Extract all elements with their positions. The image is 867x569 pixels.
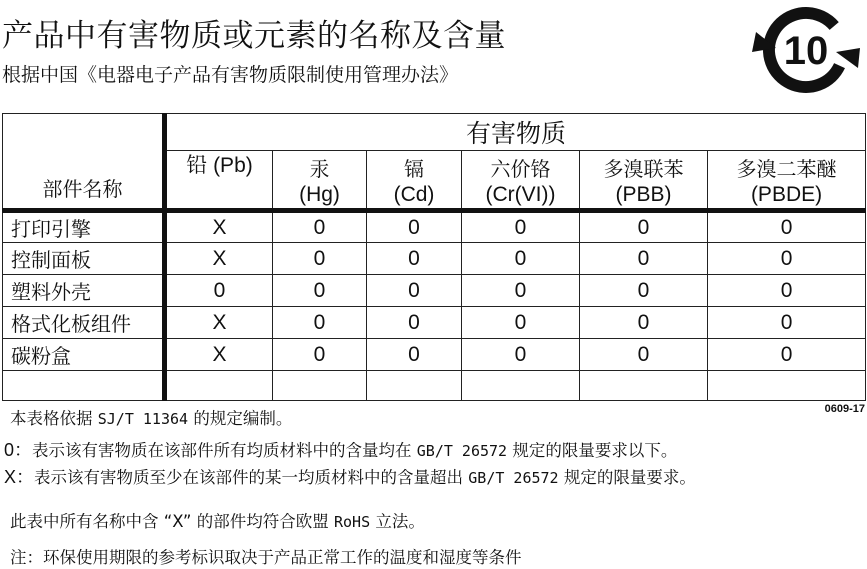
substance-value-cell: 0 xyxy=(273,275,367,307)
page-title: 产品中有害物质或元素的名称及含量 xyxy=(2,18,506,54)
substance-value-cell: 0 xyxy=(367,211,462,243)
table-row xyxy=(3,211,866,243)
substance-value-cell: 0 xyxy=(273,211,367,243)
substance-value-cell: 0 xyxy=(462,339,580,371)
substance-value-cell: 0 xyxy=(708,307,866,339)
hazardous-substances-header: 有害物质 xyxy=(165,114,866,151)
part-name-cell: 塑料外壳 xyxy=(3,275,165,307)
substance-column-header: 汞 (Hg) xyxy=(273,151,367,211)
substance-value-cell: 0 xyxy=(580,211,708,243)
part-name-cell: 控制面板 xyxy=(3,243,165,275)
table-row xyxy=(3,275,866,307)
table-row xyxy=(3,307,866,339)
substance-value-cell: 0 xyxy=(462,275,580,307)
logo-number: 10 xyxy=(783,29,829,73)
substance-value-cell: 0 xyxy=(367,307,462,339)
standard-note: 本表格依据 SJ/T 11364 的规定编制。 xyxy=(10,409,293,428)
part-name-cell xyxy=(3,371,165,401)
substance-value-cell: 0 xyxy=(273,307,367,339)
part-name-cell: 打印引擎 xyxy=(3,211,165,243)
part-name-header: 部件名称 xyxy=(3,114,165,211)
substance-value-cell: 0 xyxy=(462,243,580,275)
substance-value-cell: 0 xyxy=(708,211,866,243)
rohs-note: 此表中所有名称中含 “X” 的部件均符合欧盟 RoHS 立法。 xyxy=(10,512,425,531)
substance-value-cell: X xyxy=(165,307,273,339)
substance-value-cell: 0 xyxy=(462,307,580,339)
substance-value-cell: X xyxy=(165,339,273,371)
part-name-cell: 碳粉盒 xyxy=(3,339,165,371)
substance-value-cell: 0 xyxy=(580,339,708,371)
substance-value-cell: 0 xyxy=(580,307,708,339)
table-row xyxy=(3,371,866,401)
footnote: 注：环保使用期限的参考标识取决于产品正常工作的温度和湿度等条件 xyxy=(10,548,522,567)
substance-column-header: 多溴二苯醚 (PBDE) xyxy=(708,151,866,211)
regulation-subtitle: 根据中国《电器电子产品有害物质限制使用管理办法》 xyxy=(2,64,459,86)
substance-column-header: 六价铬 (Cr(VI)) xyxy=(462,151,580,211)
substance-value-cell: 0 xyxy=(273,339,367,371)
substance-value-cell: 0 xyxy=(367,275,462,307)
substance-value-cell: 0 xyxy=(708,243,866,275)
substance-value-cell xyxy=(367,371,462,401)
table-row xyxy=(3,243,866,275)
document-code: 0609-17 xyxy=(824,403,865,415)
substance-value-cell: 0 xyxy=(708,275,866,307)
substance-value-cell: 0 xyxy=(165,275,273,307)
substance-column-header: 镉 (Cd) xyxy=(367,151,462,211)
substance-value-cell: 0 xyxy=(580,275,708,307)
arrow-right-icon xyxy=(836,48,860,68)
part-name-cell: 格式化板组件 xyxy=(3,307,165,339)
substance-column-header: 多溴联苯 (PBB) xyxy=(580,151,708,211)
substance-value-cell: 0 xyxy=(580,243,708,275)
substance-value-cell xyxy=(273,371,367,401)
substance-value-cell: X xyxy=(165,211,273,243)
substance-value-cell: 0 xyxy=(367,339,462,371)
hazardous-substance-table xyxy=(2,113,866,401)
substance-value-cell: 0 xyxy=(462,211,580,243)
substance-value-cell: X xyxy=(165,243,273,275)
substance-value-cell: 0 xyxy=(367,243,462,275)
substance-value-cell xyxy=(462,371,580,401)
substance-value-cell: 0 xyxy=(708,339,866,371)
substance-value-cell: 0 xyxy=(273,243,367,275)
substance-column-header: 铅 (Pb) xyxy=(165,151,273,211)
substance-value-cell xyxy=(708,371,866,401)
legend-x: X：表示该有害物质至少在该部件的某一均质材料中的含量超出 GB/T 26572 规定的限量要求。 xyxy=(4,467,696,487)
environment-protection-period-logo xyxy=(750,2,862,98)
substance-value-cell xyxy=(580,371,708,401)
substance-value-cell xyxy=(165,371,273,401)
legend-zero: 0：表示该有害物质在该部件所有均质材料中的含量均在 GB/T 26572 规定的限量要求以下。 xyxy=(4,440,678,460)
table-row xyxy=(3,339,866,371)
